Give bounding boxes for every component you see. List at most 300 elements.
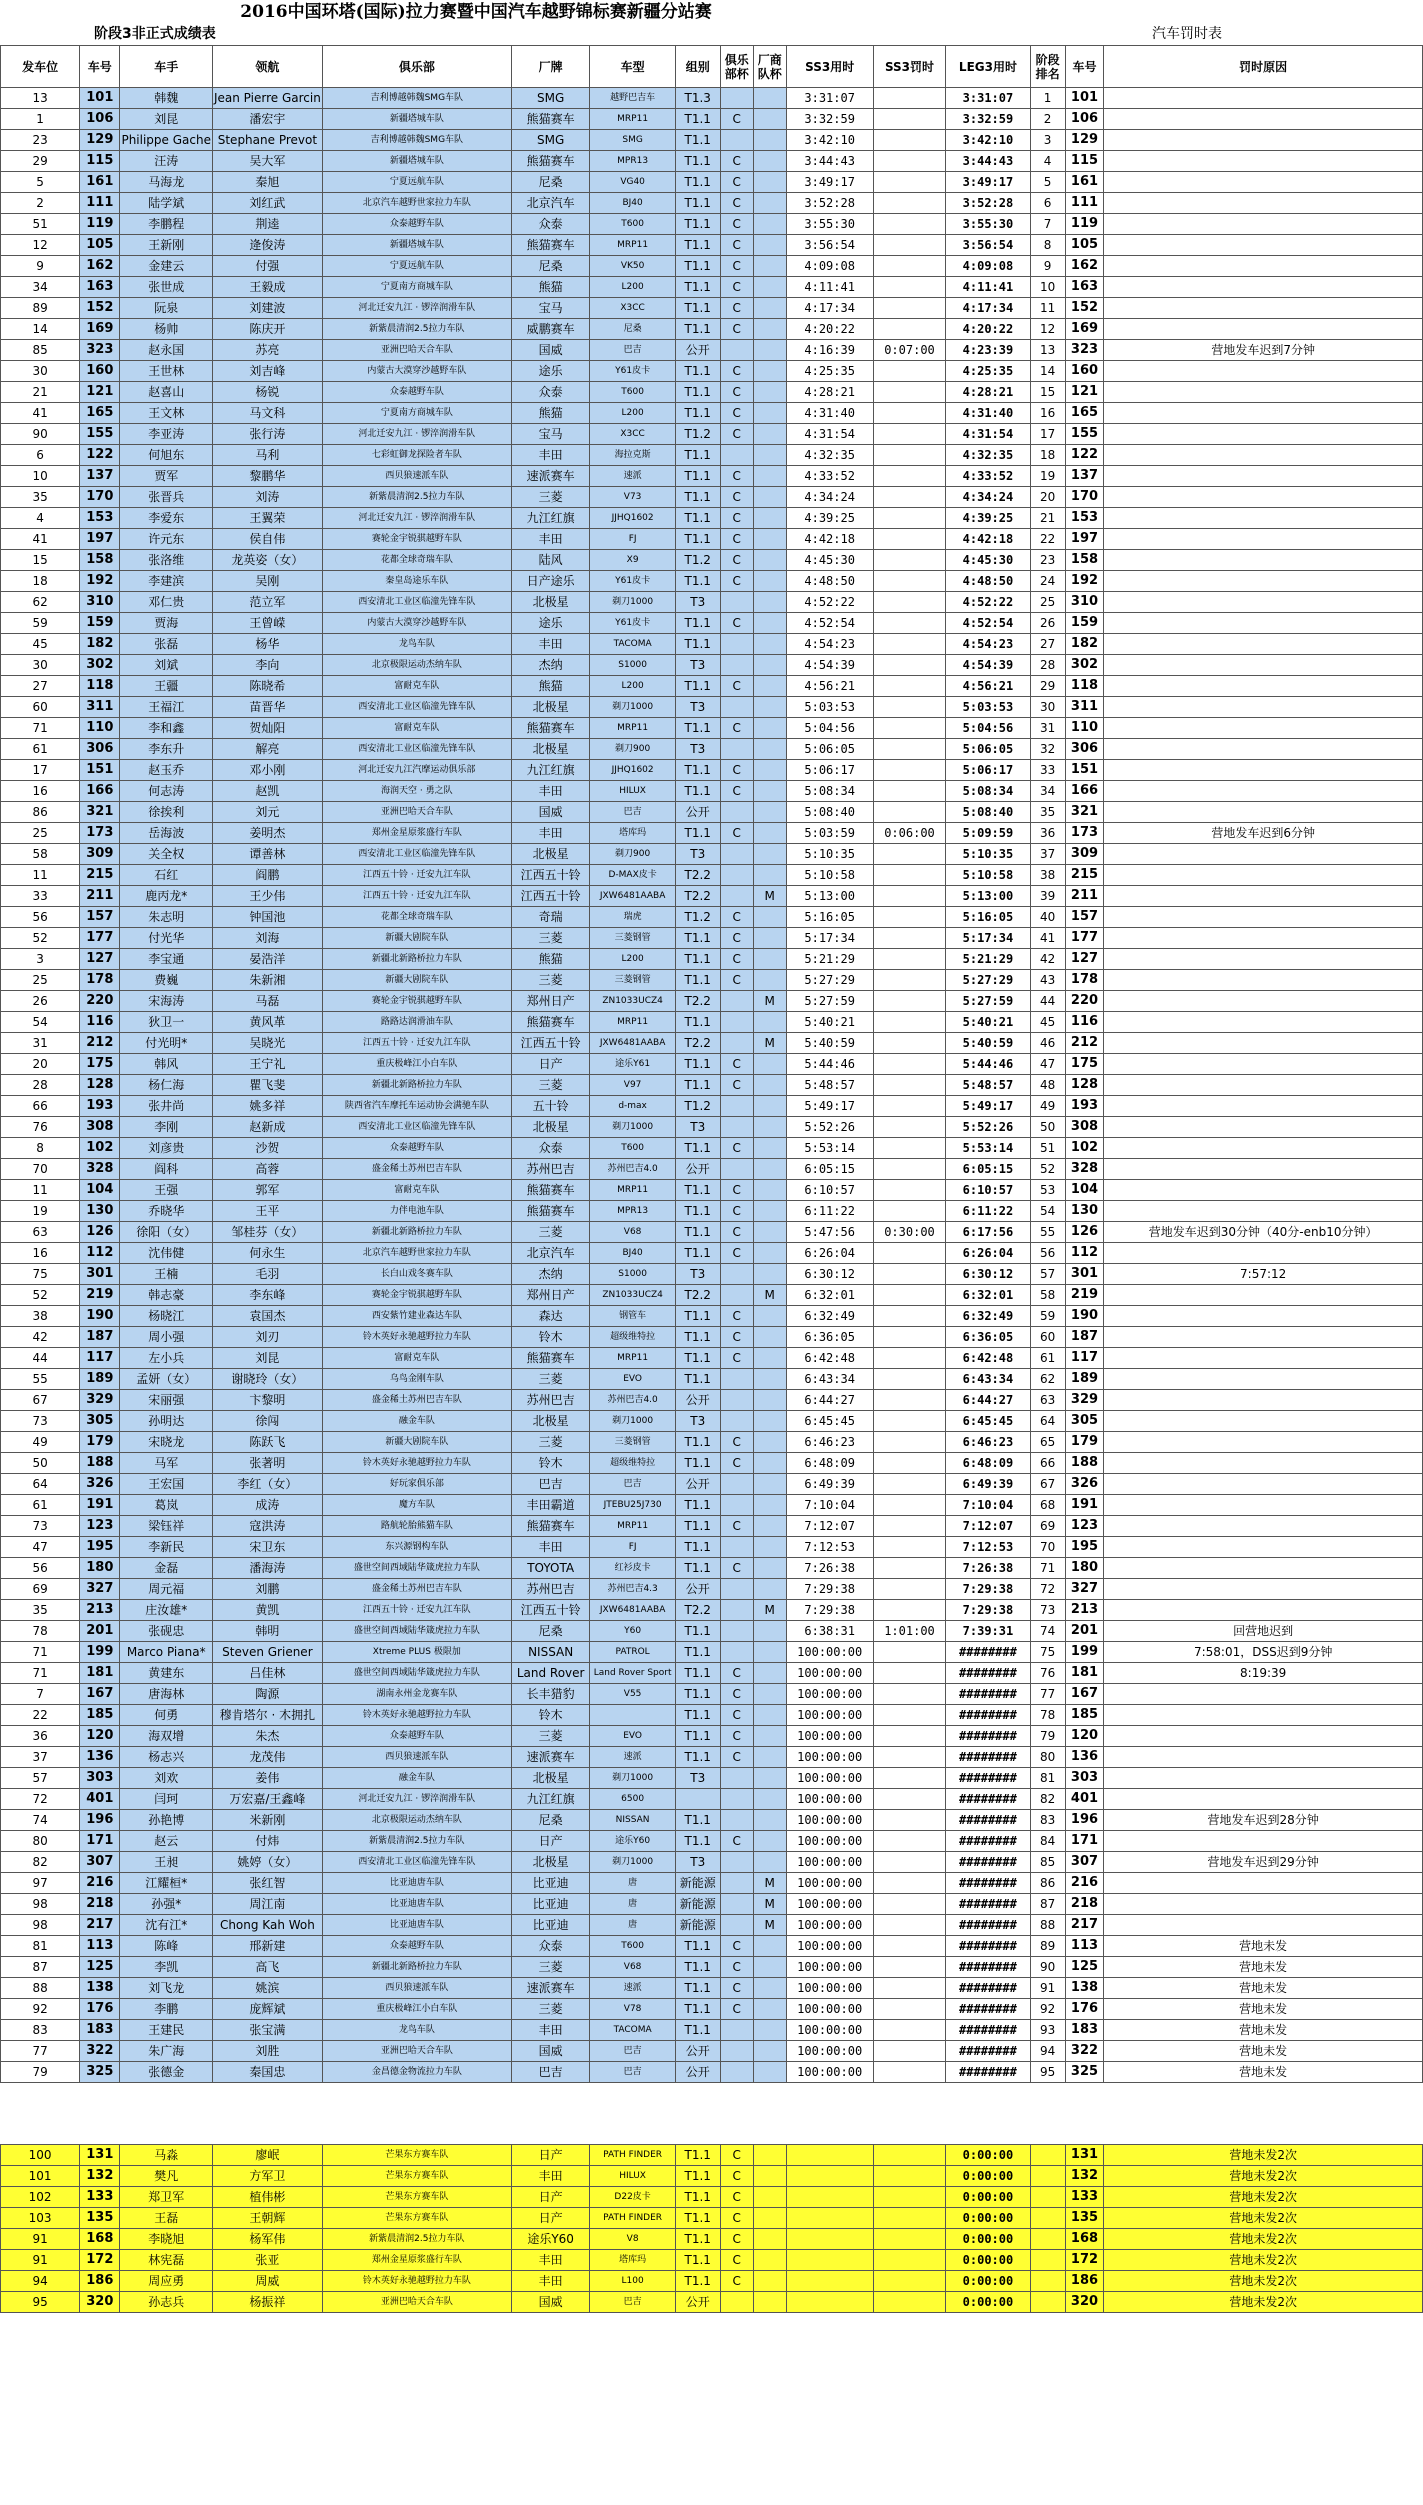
table-cell: 64: [1030, 1411, 1065, 1432]
table-cell: 11: [1, 1180, 80, 1201]
table-cell: 姚滨: [212, 1978, 322, 1999]
table-cell: 58: [1, 844, 80, 865]
table-cell: 沙贺: [212, 1138, 322, 1159]
table-cell: [753, 844, 786, 865]
table-cell: L100: [590, 2271, 675, 2292]
table-cell: 付光明*: [120, 1033, 213, 1054]
table-cell: 66: [1, 1096, 80, 1117]
table-cell: 62: [1030, 1369, 1065, 1390]
table-cell: [873, 1852, 946, 1873]
table-cell: 孙艳博: [120, 1810, 213, 1831]
table-cell: 剃刀900: [590, 739, 675, 760]
table-cell: C: [720, 1222, 753, 1243]
table-cell: 100:00:00: [786, 1873, 873, 1894]
table-cell: T3: [675, 739, 720, 760]
table-cell: 21: [1, 382, 80, 403]
table-cell: 营地未发: [1104, 1936, 1423, 1957]
table-cell: [786, 2250, 873, 2271]
table-cell: 18: [1, 571, 80, 592]
table-cell: 丰田: [511, 634, 590, 655]
table-cell: 魔方车队: [322, 1495, 511, 1516]
table-row: [1, 655, 1423, 676]
table-cell: [720, 1495, 753, 1516]
table-cell: 付炜: [212, 1831, 322, 1852]
table-cell: 杨振祥: [212, 2292, 322, 2313]
table-cell: [873, 2041, 946, 2062]
table-cell: 133: [1065, 2187, 1104, 2208]
table-cell: 5:40:21: [946, 1012, 1030, 1033]
table-cell: 6:32:01: [946, 1285, 1030, 1306]
table-cell: 169: [80, 319, 120, 340]
table-cell: 44: [1, 1348, 80, 1369]
table-cell: 321: [80, 802, 120, 823]
table-cell: [720, 1390, 753, 1411]
table-cell: 28: [1030, 655, 1065, 676]
table-cell: 6:10:57: [786, 1180, 873, 1201]
table-cell: [873, 2020, 946, 2041]
table-cell: 160: [80, 361, 120, 382]
table-cell: [753, 781, 786, 802]
table-cell: 26: [1030, 613, 1065, 634]
table-cell: 163: [80, 277, 120, 298]
table-cell: 潘海涛: [212, 1558, 322, 1579]
table-cell: 189: [1065, 1369, 1104, 1390]
table-cell: 12: [1, 235, 80, 256]
table-cell: [1104, 1138, 1423, 1159]
unstarted-row: [1, 2166, 1423, 2187]
table-cell: 136: [80, 1747, 120, 1768]
table-row: [1, 865, 1423, 886]
table-cell: [786, 2145, 873, 2166]
table-cell: [1104, 1012, 1423, 1033]
table-cell: 刘刃: [212, 1327, 322, 1348]
table-cell: 41: [1, 529, 80, 550]
table-cell: [753, 802, 786, 823]
table-cell: T1.1: [675, 1978, 720, 1999]
table-cell: 23: [1030, 550, 1065, 571]
table-cell: T1.1: [675, 2271, 720, 2292]
table-cell: 153: [1065, 508, 1104, 529]
table-cell: T1.1: [675, 445, 720, 466]
table-cell: 剃刀1000: [590, 1852, 675, 1873]
table-cell: 195: [1065, 1537, 1104, 1558]
table-cell: 218: [80, 1894, 120, 1915]
table-cell: 吕佳林: [212, 1663, 322, 1684]
table-cell: 三菱: [511, 487, 590, 508]
table-cell: 308: [80, 1117, 120, 1138]
table-cell: T1.1: [675, 1138, 720, 1159]
table-cell: 北极星: [511, 739, 590, 760]
table-cell: 王昶: [120, 1852, 213, 1873]
table-cell: 北极星: [511, 844, 590, 865]
table-cell: [720, 2062, 753, 2083]
table-cell: 吴刚: [212, 571, 322, 592]
table-cell: 6:49:39: [946, 1474, 1030, 1495]
table-cell: [873, 1348, 946, 1369]
table-cell: 199: [80, 1642, 120, 1663]
table-row: [1, 1201, 1423, 1222]
table-cell: 106: [1065, 109, 1104, 130]
table-cell: 7:12:53: [946, 1537, 1030, 1558]
table-cell: 55: [1, 1369, 80, 1390]
table-cell: [753, 1138, 786, 1159]
table-cell: 比亚迪唐车队: [322, 1894, 511, 1915]
table-cell: 42: [1030, 949, 1065, 970]
table-cell: [753, 1159, 786, 1180]
table-cell: 4:33:52: [946, 466, 1030, 487]
table-cell: 众泰越野车队: [322, 214, 511, 235]
table-cell: 71: [1030, 1558, 1065, 1579]
table-cell: 黎鹏华: [212, 466, 322, 487]
table-cell: [873, 676, 946, 697]
table-cell: 4:25:35: [946, 361, 1030, 382]
table-cell: 129: [80, 130, 120, 151]
table-cell: 56: [1, 907, 80, 928]
table-cell: C: [720, 2166, 753, 2187]
table-cell: [873, 949, 946, 970]
table-cell: T1.1: [675, 1621, 720, 1642]
table-cell: 4:45:30: [946, 550, 1030, 571]
table-cell: 红衫皮卡: [590, 1558, 675, 1579]
table-cell: ########: [946, 1831, 1030, 1852]
table-cell: 100:00:00: [786, 1978, 873, 1999]
table-cell: 303: [1065, 1768, 1104, 1789]
table-cell: 营地未发2次: [1104, 2229, 1423, 2250]
table-cell: [873, 802, 946, 823]
table-cell: 3:31:07: [786, 88, 873, 109]
table-cell: 60: [1030, 1327, 1065, 1348]
table-cell: C: [720, 1348, 753, 1369]
table-cell: [873, 760, 946, 781]
table-cell: 姜伟: [212, 1768, 322, 1789]
table-cell: 101: [1065, 88, 1104, 109]
table-cell: 苏州巴吉: [511, 1159, 590, 1180]
table-cell: 比亚迪: [511, 1915, 590, 1936]
table-cell: 112: [1065, 1243, 1104, 1264]
table-cell: 陶源: [212, 1684, 322, 1705]
table-cell: [720, 802, 753, 823]
table-cell: 101: [1, 2166, 80, 2187]
table-cell: 杰纳: [511, 1264, 590, 1285]
table-cell: 20: [1, 1054, 80, 1075]
table-cell: ########: [946, 1663, 1030, 1684]
column-header: 车手: [120, 46, 213, 88]
table-cell: 78: [1, 1621, 80, 1642]
table-cell: 328: [80, 1159, 120, 1180]
table-row: [1, 1495, 1423, 1516]
table-cell: 李刚: [120, 1117, 213, 1138]
table-cell: 路路达润滑油车队: [322, 1012, 511, 1033]
table-cell: [753, 361, 786, 382]
table-cell: [753, 172, 786, 193]
table-cell: 秦旭: [212, 172, 322, 193]
table-cell: 6:30:12: [786, 1264, 873, 1285]
table-cell: 6:43:34: [946, 1369, 1030, 1390]
table-cell: [873, 361, 946, 382]
table-cell: 130: [80, 1201, 120, 1222]
table-cell: 4: [1, 508, 80, 529]
table-cell: 38: [1030, 865, 1065, 886]
table-row: [1, 970, 1423, 991]
table-cell: [873, 109, 946, 130]
table-cell: 170: [80, 487, 120, 508]
table-row: [1, 214, 1423, 235]
table-cell: 公开: [675, 2041, 720, 2062]
table-cell: [873, 1453, 946, 1474]
table-cell: 188: [1065, 1453, 1104, 1474]
table-cell: 赛轮金宇锐骐越野车队: [322, 529, 511, 550]
table-cell: 王翼荣: [212, 508, 322, 529]
table-cell: 唐: [590, 1915, 675, 1936]
table-row: [1, 1978, 1423, 1999]
table-cell: 5:10:35: [946, 844, 1030, 865]
table-cell: 137: [80, 466, 120, 487]
table-cell: C: [720, 718, 753, 739]
table-cell: 杨锐: [212, 382, 322, 403]
unstarted-row: [1, 2229, 1423, 2250]
table-cell: 钟国池: [212, 907, 322, 928]
table-cell: C: [720, 403, 753, 424]
table-cell: 4:54:23: [946, 634, 1030, 655]
table-cell: 193: [1065, 1096, 1104, 1117]
table-cell: 贾军: [120, 466, 213, 487]
table-cell: V97: [590, 1075, 675, 1096]
table-cell: 6:32:49: [946, 1306, 1030, 1327]
table-cell: EVO: [590, 1726, 675, 1747]
table-cell: 新疆大剧院车队: [322, 970, 511, 991]
table-cell: 6:48:09: [946, 1453, 1030, 1474]
table-cell: [720, 2041, 753, 2062]
table-cell: M: [753, 1600, 786, 1621]
table-cell: 陈跃飞: [212, 1432, 322, 1453]
table-cell: 103: [1, 2208, 80, 2229]
table-cell: [753, 193, 786, 214]
table-cell: 51: [1, 214, 80, 235]
table-cell: [873, 214, 946, 235]
table-cell: [1104, 1369, 1423, 1390]
table-cell: 302: [1065, 655, 1104, 676]
table-cell: [873, 1915, 946, 1936]
table-cell: 100:00:00: [786, 1768, 873, 1789]
table-cell: [720, 1579, 753, 1600]
table-row: [1, 739, 1423, 760]
table-cell: 7:26:38: [946, 1558, 1030, 1579]
table-cell: 苏州巴吉4.0: [590, 1159, 675, 1180]
table-cell: 5:10:58: [786, 865, 873, 886]
table-cell: 李鹏程: [120, 214, 213, 235]
table-cell: 305: [1065, 1411, 1104, 1432]
table-row: [1, 277, 1423, 298]
table-cell: 熊猫赛车: [511, 151, 590, 172]
table-cell: [753, 1831, 786, 1852]
table-cell: T1.1: [675, 613, 720, 634]
table-cell: [753, 1369, 786, 1390]
table-cell: 赵新成: [212, 1117, 322, 1138]
table-cell: 铃木: [511, 1453, 590, 1474]
table-cell: 323: [80, 340, 120, 361]
table-cell: JXW6481AABA: [590, 886, 675, 907]
table-cell: C: [720, 970, 753, 991]
table-cell: 5:49:17: [786, 1096, 873, 1117]
table-cell: C: [720, 1180, 753, 1201]
table-cell: T1.1: [675, 928, 720, 949]
table-cell: 新紫晨清润2.5拉力车队: [322, 487, 511, 508]
table-cell: MPR13: [590, 151, 675, 172]
table-cell: M: [753, 886, 786, 907]
table-cell: T1.1: [675, 2229, 720, 2250]
table-cell: [873, 1894, 946, 1915]
table-cell: 181: [1065, 1663, 1104, 1684]
table-cell: 4:23:39: [946, 340, 1030, 361]
table-cell: MRP11: [590, 1516, 675, 1537]
table-cell: T1.1: [675, 1642, 720, 1663]
table-cell: T1.1: [675, 949, 720, 970]
table-cell: [1104, 1789, 1423, 1810]
table-row: [1, 1957, 1423, 1978]
table-cell: 18: [1030, 445, 1065, 466]
unstarted-row: [1, 2208, 1423, 2229]
table-cell: 6:32:01: [786, 1285, 873, 1306]
table-cell: [753, 823, 786, 844]
table-cell: 营地未发: [1104, 2020, 1423, 2041]
table-cell: 7:58:01，DSS迟到9分钟: [1104, 1642, 1423, 1663]
table-cell: [873, 235, 946, 256]
table-cell: 郑卫军: [120, 2187, 213, 2208]
table-cell: 25: [1, 823, 80, 844]
table-cell: 王文林: [120, 403, 213, 424]
table-cell: 4:20:22: [946, 319, 1030, 340]
table-cell: L200: [590, 949, 675, 970]
table-row: [1, 1348, 1423, 1369]
table-cell: 100: [1, 2145, 80, 2166]
table-cell: 海拉克斯: [590, 445, 675, 466]
table-cell: 5:06:05: [786, 739, 873, 760]
table-cell: 186: [1065, 2271, 1104, 2292]
table-cell: 西安清北工业区临潼先锋车队: [322, 592, 511, 613]
table-cell: 金昌德金物流拉力车队: [322, 2062, 511, 2083]
table-cell: [753, 1348, 786, 1369]
column-header: SS3用时: [786, 46, 873, 88]
table-cell: 熊猫赛车: [511, 1180, 590, 1201]
table-cell: 5:03:53: [946, 697, 1030, 718]
table-cell: 186: [80, 2271, 120, 2292]
table-cell: T1.1: [675, 2166, 720, 2187]
table-cell: [1104, 907, 1423, 928]
table-cell: 6:42:48: [786, 1348, 873, 1369]
table-cell: [720, 130, 753, 151]
table-cell: C: [720, 1999, 753, 2020]
table-row: [1, 991, 1423, 1012]
table-cell: 5:27:29: [946, 970, 1030, 991]
table-cell: 尼桑: [590, 319, 675, 340]
table-cell: [873, 256, 946, 277]
table-cell: 328: [1065, 1159, 1104, 1180]
table-cell: 5:17:34: [786, 928, 873, 949]
table-cell: 20: [1030, 487, 1065, 508]
table-row: [1, 235, 1423, 256]
table-cell: C: [720, 781, 753, 802]
table-row: [1, 1768, 1423, 1789]
table-cell: 亚洲巴哈天合车队: [322, 802, 511, 823]
table-cell: 3:32:59: [946, 109, 1030, 130]
table-cell: 132: [80, 2166, 120, 2187]
table-cell: 212: [80, 1033, 120, 1054]
table-cell: 4:11:41: [946, 277, 1030, 298]
table-cell: [873, 1327, 946, 1348]
table-cell: C: [720, 1201, 753, 1222]
table-cell: ZN1033UCZ4: [590, 991, 675, 1012]
table-cell: 95: [1030, 2062, 1065, 2083]
table-cell: [753, 1705, 786, 1726]
table-cell: MRP11: [590, 1012, 675, 1033]
table-cell: 133: [80, 2187, 120, 2208]
table-cell: 180: [80, 1558, 120, 1579]
table-cell: 165: [80, 403, 120, 424]
table-cell: 131: [80, 2145, 120, 2166]
table-cell: 丰田霸道: [511, 1495, 590, 1516]
table-cell: 陈庆开: [212, 319, 322, 340]
column-header: 厂牌: [511, 46, 590, 88]
table-cell: [873, 1243, 946, 1264]
table-cell: 3:44:43: [946, 151, 1030, 172]
table-cell: 宁夏南方商城车队: [322, 403, 511, 424]
table-cell: 海润天空 · 勇之队: [322, 781, 511, 802]
table-cell: [1104, 970, 1423, 991]
table-cell: 42: [1, 1327, 80, 1348]
table-cell: 5:47:56: [786, 1222, 873, 1243]
table-cell: 王世林: [120, 361, 213, 382]
table-cell: 王毅成: [212, 277, 322, 298]
table-cell: 3:56:54: [946, 235, 1030, 256]
table-cell: [753, 1642, 786, 1663]
table-cell: [873, 1012, 946, 1033]
table-cell: 56: [1030, 1243, 1065, 1264]
table-cell: [753, 2145, 786, 2166]
table-cell: 苏州巴吉4.0: [590, 1390, 675, 1411]
table-cell: S1000: [590, 1264, 675, 1285]
table-cell: [873, 508, 946, 529]
table-cell: 赵云: [120, 1831, 213, 1852]
table-cell: 5:06:05: [946, 739, 1030, 760]
table-cell: 5:03:59: [786, 823, 873, 844]
table-cell: 铃木: [511, 1705, 590, 1726]
table-cell: 西安紫竹建业森达车队: [322, 1306, 511, 1327]
table-cell: [873, 487, 946, 508]
table-cell: 宝马: [511, 298, 590, 319]
table-cell: 6: [1030, 193, 1065, 214]
table-cell: 72: [1, 1789, 80, 1810]
table-cell: 5:53:14: [946, 1138, 1030, 1159]
column-header: 阶段排名: [1030, 46, 1065, 88]
table-row: [1, 1285, 1423, 1306]
table-cell: 4:52:54: [786, 613, 873, 634]
table-cell: ZN1033UCZ4: [590, 1285, 675, 1306]
table-cell: 100:00:00: [786, 1852, 873, 1873]
table-cell: 6:45:45: [786, 1411, 873, 1432]
table-cell: 7:29:38: [946, 1579, 1030, 1600]
column-header: 俱乐部杯: [720, 46, 753, 88]
table-cell: C: [720, 1453, 753, 1474]
table-cell: 邢新建: [212, 1936, 322, 1957]
table-cell: X3CC: [590, 424, 675, 445]
table-cell: 北极星: [511, 697, 590, 718]
table-cell: 穆肯塔尔 · 木拥扎: [212, 1705, 322, 1726]
table-cell: V55: [590, 1684, 675, 1705]
table-cell: 170: [1065, 487, 1104, 508]
table-cell: [753, 445, 786, 466]
table-cell: 营地未发2次: [1104, 2166, 1423, 2187]
table-cell: 26: [1, 991, 80, 1012]
